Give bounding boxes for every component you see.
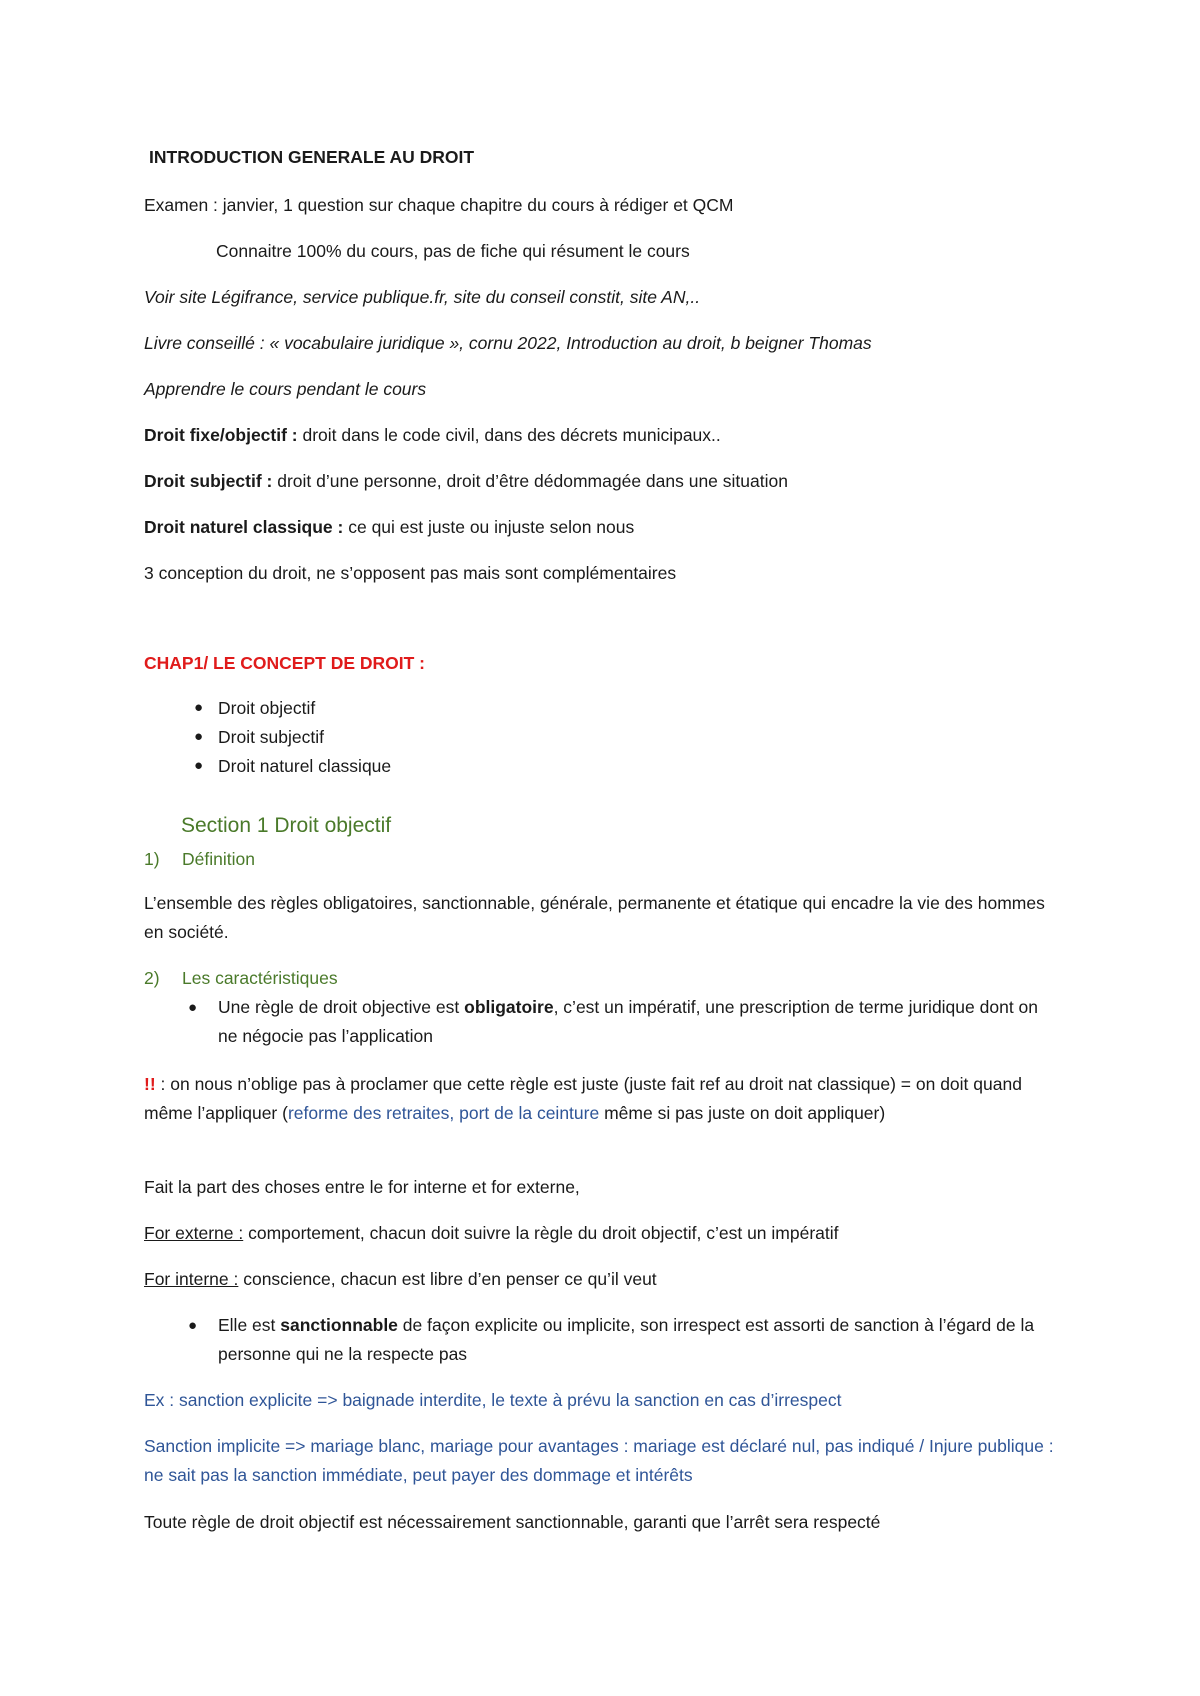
conclusion: Toute règle de droit objectif est nécessairement sanctionnable, garanti que l’arrêt sera respecté [144, 1512, 881, 1532]
bullet-icon: ● [188, 1317, 198, 1334]
definition-text: droit dans le code civil, dans des décrets municipaux.. [297, 425, 721, 445]
definition-paragraph: L’ensemble des règles obligatoires, sanctionnable, générale, permanente et étatique qui encadre la vie des hommes en société. [144, 893, 1045, 942]
section-title: Section 1 Droit objectif [181, 814, 392, 837]
for-external: For externe : comportement, chacun doit suivre la règle du droit objectif, c’est un impératif [144, 1223, 839, 1243]
definition-objective [144, 424, 721, 446]
list-item: ● Droit naturel classique [194, 756, 392, 776]
sites-note: Voir site Légifrance, service publique.fr, site du conseil constit, site AN,.. [144, 287, 701, 307]
list-item: ● Une règle de droit objective est obligatoire, c’est un impératif, une prescription de terme juridique dont on ne négocie pas l’application [218, 993, 1058, 1051]
example-explicit: Ex : sanction explicite => baignade interdite, le texte à prévu la sanction en cas d’irrespect [144, 1390, 842, 1410]
know-course-note: Connaitre 100% du cours, pas de fiche qui résument le cours [216, 241, 690, 261]
for-line: Fait la part des choses entre le for interne et for externe, [144, 1177, 580, 1197]
list-item: ● Droit objectif [194, 698, 316, 718]
definition-subjective [144, 470, 788, 492]
for-internal: For interne : conscience, chacun est libre d’en penser ce qu’il veut [144, 1269, 657, 1289]
list-item: ● Droit subjectif [194, 727, 325, 747]
exam-info: Examen : janvier, 1 question sur chaque chapitre du cours à rédiger et QCM [144, 195, 734, 215]
list-item: ● Elle est sanctionnable de façon explicite ou implicite, son irrespect est assorti de sanction à l’égard de la personne qui ne la respecte pas [218, 1311, 1058, 1369]
chapter-title: CHAP1/ LE CONCEPT DE DROIT : [144, 653, 425, 673]
definition-text: ce qui est juste ou injuste selon nous [343, 517, 635, 537]
concepts-note: 3 conception du droit, ne s’opposent pas mais sont complémentaires [144, 563, 677, 583]
document-title: INTRODUCTION GENERALE AU DROIT [149, 147, 475, 167]
bullet-icon: ● [188, 999, 198, 1016]
definition-term: Droit fixe/objectif : [144, 425, 298, 445]
definition-term: Droit naturel classique : [144, 517, 344, 537]
definition-text: droit d’une personne, droit d’être dédommagée dans une situation [272, 471, 788, 491]
bullet-icon: ● [194, 699, 204, 716]
bullet-icon: ● [194, 757, 204, 774]
definition-natural [144, 516, 634, 538]
warning-mark: !! [144, 1074, 156, 1094]
bullet-icon: ● [194, 728, 204, 745]
subsection-characteristics: 2) Les caractéristiques [144, 968, 338, 988]
warning-paragraph: !! : on nous n’oblige pas à proclamer que cette règle est juste (juste fait ref au droit nat classique) = on doit quand même l’appliquer (reforme des retraites, port de la ceinture même si pas juste on doit appliquer) [144, 1074, 1022, 1123]
book-note: Livre conseillé : « vocabulaire juridique », cornu 2022, Introduction au droit, b beigner Thomas [144, 333, 872, 353]
definition-term: Droit subjectif : [144, 471, 273, 491]
learn-note: Apprendre le cours pendant le cours [144, 379, 427, 399]
example-implicit: Sanction implicite => mariage blanc, mariage pour avantages : mariage est déclaré nul, pas indiqué / Injure publique : ne sait pas la sanction immédiate, peut payer des dommage et intérêts [144, 1436, 1054, 1485]
subsection-definition: 1) Définition [144, 849, 255, 869]
